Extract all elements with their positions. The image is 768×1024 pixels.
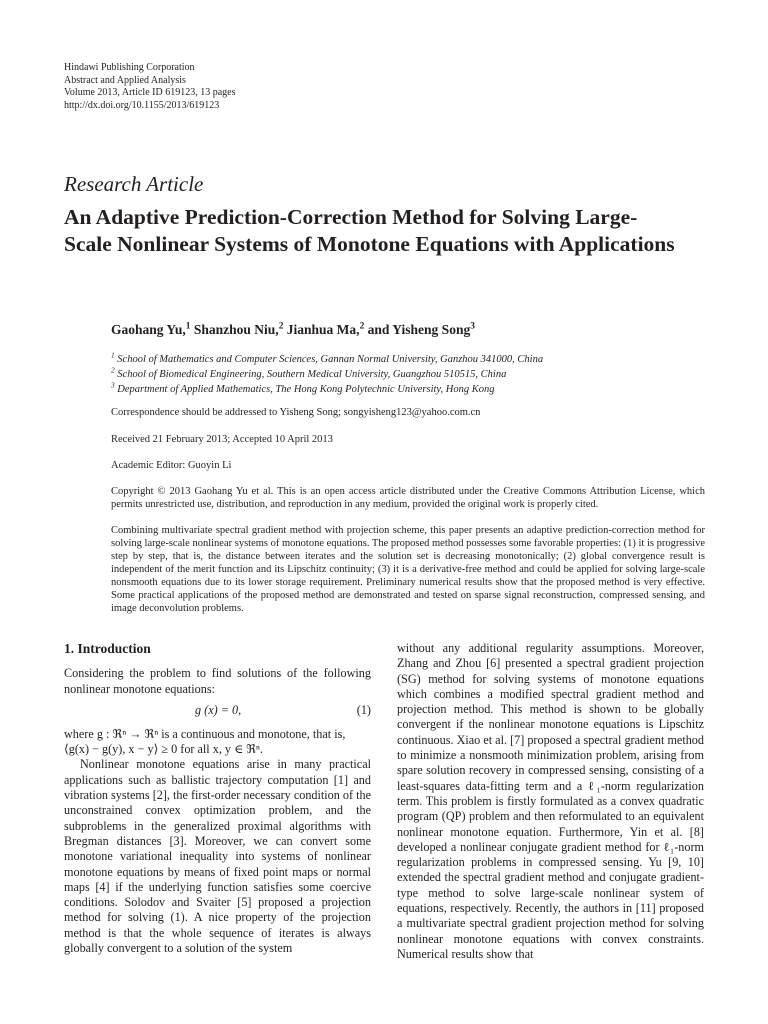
right-column [397,641,704,962]
doi-link[interactable]: http://dx.doi.org/10.1155/2013/619123 [64,99,220,111]
author-name: Shanzhou Niu, [193,322,279,337]
intro-paragraph: Considering the problem to find solutions of the following nonlinear monotone equations: [64,666,371,696]
journal-name: Abstract and Applied Analysis [64,74,186,86]
volume-info: Volume 2013, Article ID 619123, 13 pages [64,87,236,98]
correspondence: Correspondence should be addressed to Yisheng Song; songyisheng123@yahoo.com.cn [111,407,481,418]
author-affil-mark: 1 [185,321,191,332]
left-column [64,641,371,956]
author-name: Gaohang Yu, [111,322,186,337]
intro-paragraph: ⟨g(x) − g(y), x − y⟩ ≥ 0 for all x, y ∈ ℜⁿ. [64,742,263,757]
abstract: Combining multivariate spectral gradient method with projection scheme, this paper presents an adaptive prediction-correction method for solving large-scale nonlinear systems of monotone equations. The proposed method possesses some favorable properties: (1) it is progressive step by step, that is, the distance between iterates and the solution set is decreasing monotonically; (2) global convergence result is independent of the merit function and its Lipschitz continuity; (3) it is a derivative-free method and could be applied for solving large-scale nonsmooth equations due to its lower storage requirement. Preliminary numerical results show that the proposed method is very effective. Some practical applications of the proposed method are demonstrated and tested on sparse signal reconstruction, compressed sensing, and image deconvolution problems. [111,525,705,614]
equation-1 [64,697,371,727]
affiliation: $^1$ School of Mathematics and Computer Sciences, Gannan Normal University, Ganzhou 341000, China [111,350,544,365]
equation-formula: g (x) = 0, [195,702,242,717]
author-name: and Yisheng Song [367,322,471,337]
affiliation: $^3$ Department of Applied Mathematics, The Hong Kong Polytechnic University, Hong Kong [111,380,495,395]
affiliation: $^2$ School of Biomedical Engineering, Southern Medical University, Guangzhou 510515, China [111,365,507,380]
article-type: Research Article [64,172,204,196]
section-heading: 1. Introduction [64,641,151,656]
equation-number: (1) [356,702,371,717]
publisher-name: Hindawi Publishing Corporation [64,62,195,73]
publisher-info [64,62,235,112]
intro-paragraph: without any additional regularity assumptions. Moreover, Zhang and Zhou [6] presented a spectral gradient projection (SG) method for solving systems of monotone equations which combines a modified spectral gradient method and projection method. This method is shown to be globally convergent if the nonlinear monotone equations is Lipschitz continuous. Xiao et al. [7] proposed a spectral gradient method to minimize a nonsmooth minimization problem, arising from spare solution recovery in compressed sensing, consisting of a least-squares data-fitting term and a ℓ₁-norm regularization term. This problem is firstly formulated as a convex quadratic program (QP) problem and then reformulated to an equivalent nonlinear monotone equation. Furthermore, Yin et al. [8] developed a nonlinear conjugate gradient method for ℓ₁-norm regularization problems in compressed sensing. Yu [9, 10] extended the spectral gradient method and conjugate gradient-type method to solve large-scale nonlinear system of equations, respectively. Recently, the authors in [11] proposed a multivariate spectral gradient projection method for solving nonlinear monotone equations with convex constraints. Numerical results show that [397,641,704,961]
intro-paragraph: where g : ℜⁿ → ℜⁿ is a continuous and monotone, that is, [64,726,346,741]
author-affil-mark: 2 [278,321,284,332]
affiliations [111,352,543,397]
author-affil-mark: 3 [470,321,475,332]
article-title: An Adaptive Prediction-Correction Method for Solving Large-Scale Nonlinear Systems of Monotone Equations with Applications [64,205,675,256]
author-affil-mark: 2 [359,321,365,332]
received-dates: Received 21 February 2013; Accepted 10 April 2013 [111,434,333,445]
author-list [111,322,475,338]
author-name: Jianhua Ma, [286,322,360,337]
academic-editor: Academic Editor: Guoyin Li [111,460,232,471]
intro-paragraph: Nonlinear monotone equations arise in many practical applications such as ballistic trajectory computation [1] and vibration systems [2], the first-order necessary condition of the unconstrained convex optimization problem, and the subproblems in the generalized proximal algorithms with Bregman distances [3]. Moreover, we can convert some monotone variational inequality into systems of nonlinear monotone equations by means of fixed point maps or normal maps [4] if the underlying function satisfies some coercive conditions. Solodov and Svaiter [5] proposed a projection method for solving (1). A nice property of the projection method is that the whole sequence of iterates is always globally convergent to a solution of the system [64,757,371,956]
copyright-notice: Copyright © 2013 Gaohang Yu et al. This is an open access article distributed under the Creative Commons Attribution License, which permits unrestricted use, distribution, and reproduction in any medium, provided the original work is properly cited. [111,486,705,510]
